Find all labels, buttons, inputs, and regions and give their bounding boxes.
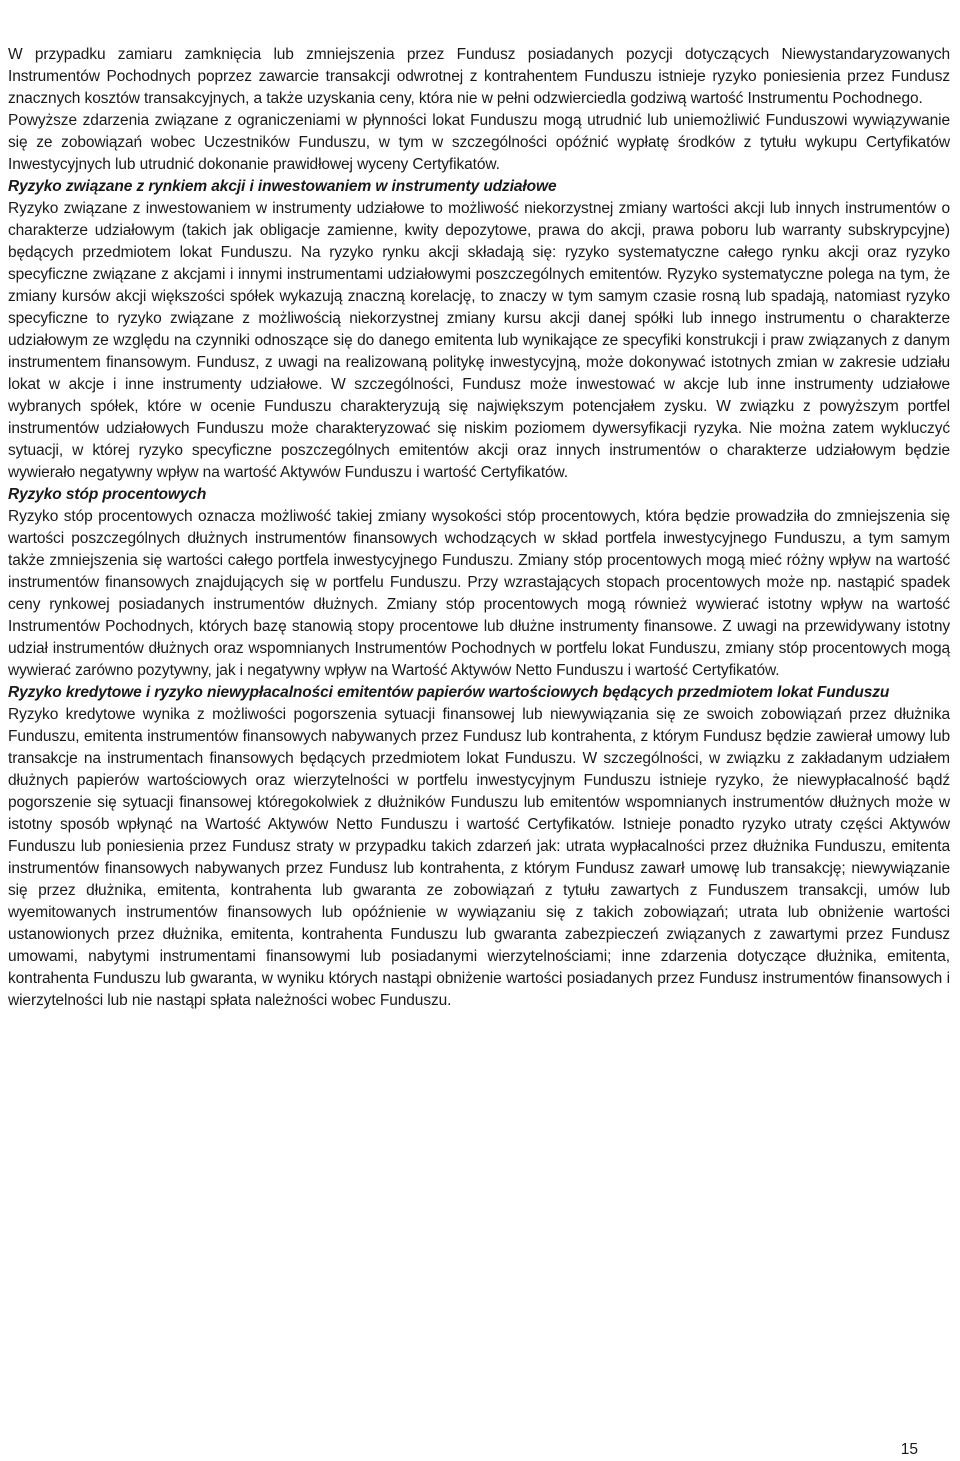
paragraph-liquidity-consequences: Powyższe zdarzenia związane z ograniczeniami w płynności lokat Funduszu mogą utrudnić lub uniemożliwić Funduszowi wywiązywanie się ze zobowiązań wobec Uczestników Funduszu, w tym w szczególności opóźnić wypłatę środków z tytułu wykupu Certyfikatów Inwestycyjnych lub utrudnić dokonanie prawidłowej wyceny Certyfikatów. (8, 112, 950, 173)
paragraph-derivatives-closing-risk: W przypadku zamiaru zamknięcia lub zmniejszenia przez Fundusz posiadanych pozycji dotyczących Niewystandaryzowanych Instrumentów Pochodnych poprzez zawarcie transakcji odwrotnej z kontrahentem Funduszu istnieje ryzyko poniesienia przez Fundusz znacznych kosztów transakcyjnych, a także uzyskania ceny, która nie w pełni odzwierciedla godziwą wartość Instrumentu Pochodnego. (8, 46, 950, 107)
page-number: 15 (900, 1441, 918, 1458)
heading-interest-rate-risk: Ryzyko stóp procentowych (8, 486, 207, 503)
document-page (8, 44, 950, 1012)
paragraph-interest-rate-risk: Ryzyko stóp procentowych oznacza możliwość takiej zmiany wysokości stóp procentowych, która będzie prowadziła do zmniejszenia się wartości poszczególnych dłużnych instrumentów finansowych wchodzących w skład portfela inwestycyjnego Funduszu, a tym samym także zmniejszenia się wartości całego portfela inwestycyjnego Funduszu. Zmiany stóp procentowych mogą mieć różny wpływ na wartość instrumentów finansowych znajdujących się w portfelu Funduszu. Przy wzrastających stopach procentowych może np. nastąpić spadek ceny rynkowej posiadanych instrumentów dłużnych. Zmiany stóp procentowych mogą również wywierać istotny wpływ na wartość Instrumentów Pochodnych, których bazę stanowią stopy procentowe lub dłużne instrumenty finansowe. Z uwagi na przewidywany istotny udział instrumentów dłużnych oraz wspomnianych Instrumentów Pochodnych w portfelu lokat Funduszu, zmiany stóp procentowych mogą wywierać zarówno pozytywny, jak i negatywny wpływ na Wartość Aktywów Netto Funduszu i wartość Certyfikatów. (8, 508, 950, 679)
paragraph-equity-risk: Ryzyko związane z inwestowaniem w instrumenty udziałowe to możliwość niekorzystnej zmiany wartości akcji lub innych instrumentów o charakterze udziałowym (takich jak obligacje zamienne, kwity depozytowe, prawa do akcji, prawa poboru lub warranty subskrypcyjne) będących przedmiotem lokat Funduszu. Na ryzyko rynku akcji składają się: ryzyko systematyczne całego rynku akcji oraz ryzyko specyficzne związane z akcjami i innymi instrumentami udziałowymi poszczególnych emitentów. Ryzyko systematyczne polega na tym, że zmiany kursów akcji większości spółek wykazują znaczną korelację, to znaczy w tym samym czasie rosną lub spadają, natomiast ryzyko specyficzne to ryzyko związane z możliwością niekorzystnej zmiany kursu akcji danej spółki lub innego instrumentu o charakterze udziałowym ze względu na czynniki odnoszące się do danego emitenta lub wynikające ze specyfiki konstrukcji i praw związanych z danym instrumentem finansowym. Fundusz, z uwagi na realizowaną politykę inwestycyjną, może dokonywać istotnych zmian w zakresie udziału lokat w akcje i inne instrumenty udziałowe. W szczególności, Fundusz może inwestować w akcje lub inne instrumenty udziałowe wybranych spółek, które w ocenie Funduszu charakteryzują się największym potencjałem zysku. W związku z powyższym portfel instrumentów udziałowych Funduszu może charakteryzować się niskim poziomem dywersyfikacji ryzyka. Nie można zatem wykluczyć sytuacji, w której ryzyko specyficzne poszczególnych emitentów akcji oraz innych instrumentów o charakterze udziałowym będzie wywierało negatywny wpływ na wartość Aktywów Funduszu i wartość Certyfikatów. (8, 200, 950, 481)
heading-credit-risk: Ryzyko kredytowe i ryzyko niewypłacalności emitentów papierów wartościowych będących przedmiotem lokat Funduszu (8, 684, 890, 701)
heading-equity-risk: Ryzyko związane z rynkiem akcji i inwestowaniem w instrumenty udziałowe (8, 178, 557, 195)
paragraph-credit-risk: Ryzyko kredytowe wynika z możliwości pogorszenia sytuacji finansowej lub niewywiązania się ze swoich zobowiązań przez dłużnika Funduszu, emitenta instrumentów finansowych nabywanych przez Fundusz lub kontrahenta, z którym Fundusz będzie zawierał umowy lub transakcje na instrumentach finansowych będących przedmiotem lokat Funduszu. W szczególności, w związku z zakładanym udziałem dłużnych papierów wartościowych oraz wierzytelności w portfelu inwestycyjnym Funduszu istnieje ryzyko, że niewypłacalność bądź pogorszenie się sytuacji finansowej któregokolwiek z dłużników Funduszu lub emitentów wspomnianych instrumentów dłużnych może w istotny sposób wpłynąć na Wartość Aktywów Netto Funduszu i wartość Certyfikatów. Istnieje ponadto ryzyko utraty części Aktywów Funduszu lub poniesienia przez Fundusz straty w przypadku takich zdarzeń jak: utrata wypłacalności przez dłużnika Funduszu, emitenta instrumentów finansowych nabywanych przez Fundusz lub kontrahenta, z którym Fundusz zawarł umowę lub transakcję; niewywiązanie się przez dłużnika, emitenta, kontrahenta lub gwaranta ze zobowiązań z tytułu zawartych z Funduszem transakcji, umów lub wyemitowanych instrumentów finansowych lub opóźnienie w wywiązaniu się z takich zobowiązań; utrata lub obniżenie wartości ustanowionych przez dłużnika, emitenta, kontrahenta Funduszu lub gwaranta zabezpieczeń związanych z zawartymi przez Fundusz umowami, nabytymi instrumentami finansowymi lub posiadanymi wierzytelnościami; inne zdarzenia dotyczące dłużnika, emitenta, kontrahenta Funduszu lub gwaranta, w wyniku których nastąpi obniżenie wartości posiadanych przez Fundusz instrumentów finansowych i wierzytelności lub nie nastąpi spłata należności wobec Funduszu. (8, 706, 950, 1009)
